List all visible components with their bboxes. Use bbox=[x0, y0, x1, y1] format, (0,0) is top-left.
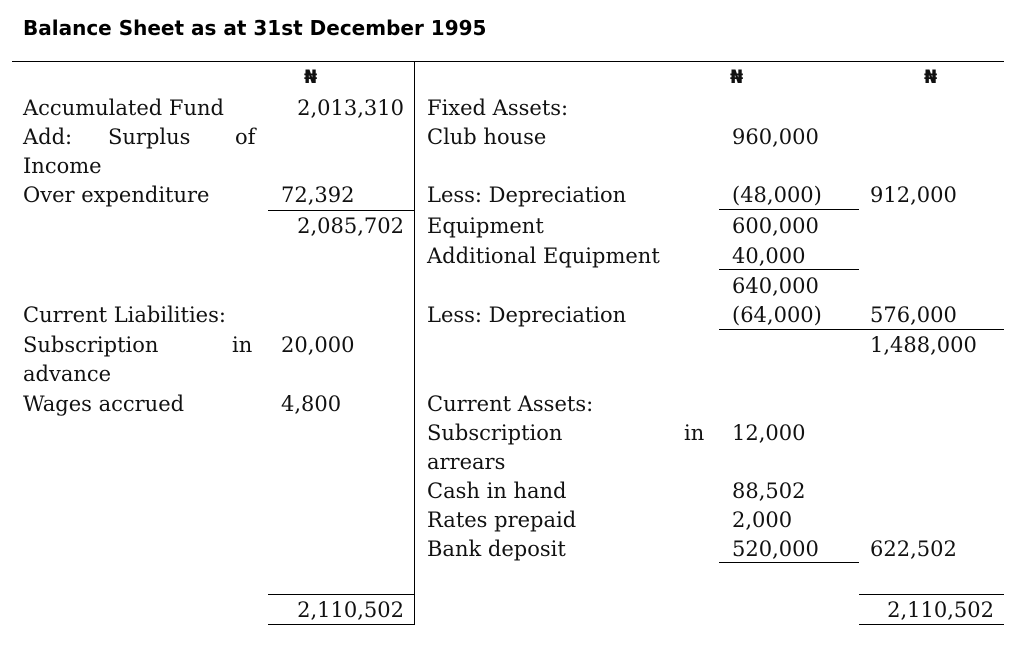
additional-equipment-value: 40,000 bbox=[732, 244, 806, 268]
of-label: of bbox=[235, 125, 256, 149]
wages-accrued-value: 4,800 bbox=[281, 392, 342, 416]
page-title: Balance Sheet as at 31st December 1995 bbox=[23, 16, 487, 40]
accumulated-fund-value: 2,013,310 bbox=[297, 96, 404, 120]
subscription-advance-in: in bbox=[232, 333, 253, 357]
subscription-arrears-label-cont: arrears bbox=[427, 450, 506, 474]
subscription-advance-label-cont: advance bbox=[23, 362, 112, 386]
cash-in-hand-label: Cash in hand bbox=[427, 479, 567, 503]
add-label: Add: bbox=[23, 125, 73, 149]
equipment-value: 600,000 bbox=[732, 214, 819, 238]
bank-deposit-underline bbox=[719, 562, 859, 563]
subscription-advance-value: 20,000 bbox=[281, 333, 355, 357]
current-liabilities-heading: Current Liabilities: bbox=[23, 303, 226, 327]
bank-deposit-label: Bank deposit bbox=[427, 537, 566, 561]
assets-total-currency-header: ₦ bbox=[924, 66, 938, 88]
over-expenditure-label: Over expenditure bbox=[23, 183, 210, 207]
surplus-underline bbox=[268, 210, 414, 211]
subscription-arrears-in: in bbox=[684, 421, 705, 445]
liabilities-subtotal: 2,085,702 bbox=[297, 214, 404, 238]
club-house-depreciation-label: Less: Depreciation bbox=[427, 183, 627, 207]
surplus-value: 72,392 bbox=[281, 183, 355, 207]
additional-equipment-underline bbox=[719, 269, 859, 270]
club-house-net-value: 912,000 bbox=[870, 183, 957, 207]
equipment-net-value: 576,000 bbox=[870, 303, 957, 327]
current-assets-total: 622,502 bbox=[870, 537, 957, 561]
equipment-total-value: 640,000 bbox=[732, 274, 819, 298]
assets-subcolumn-currency-header: ₦ bbox=[730, 66, 744, 88]
surplus-label: Surplus bbox=[108, 125, 191, 149]
club-house-depreciation-value: (48,000) bbox=[732, 183, 822, 207]
cash-in-hand-value: 88,502 bbox=[732, 479, 806, 503]
fixed-assets-total: 1,488,000 bbox=[870, 333, 977, 357]
equipment-depreciation-value: (64,000) bbox=[732, 303, 822, 327]
assets-total-bottom-rule bbox=[859, 624, 1004, 625]
liabilities-currency-header: ₦ bbox=[304, 66, 318, 88]
accumulated-fund-label: Accumulated Fund bbox=[23, 96, 224, 120]
club-house-value: 960,000 bbox=[732, 125, 819, 149]
assets-total-top-rule bbox=[859, 594, 1004, 595]
wages-accrued-label: Wages accrued bbox=[23, 392, 185, 416]
fixed-assets-heading: Fixed Assets: bbox=[427, 96, 569, 120]
fixed-assets-total-rule bbox=[859, 329, 1004, 330]
equipment-label: Equipment bbox=[427, 214, 544, 238]
rates-prepaid-label: Rates prepaid bbox=[427, 508, 577, 532]
liabilities-total: 2,110,502 bbox=[297, 598, 404, 622]
header-rule bbox=[12, 61, 1004, 62]
additional-equipment-label: Additional Equipment bbox=[427, 244, 660, 268]
center-divider bbox=[414, 61, 415, 625]
club-house-label: Club house bbox=[427, 125, 547, 149]
subscription-advance-label: Subscription bbox=[23, 333, 159, 357]
rates-prepaid-value: 2,000 bbox=[732, 508, 793, 532]
bank-deposit-value: 520,000 bbox=[732, 537, 819, 561]
assets-total: 2,110,502 bbox=[887, 598, 994, 622]
current-assets-heading: Current Assets: bbox=[427, 392, 594, 416]
club-house-depreciation-underline bbox=[719, 209, 859, 210]
liabilities-total-bottom-rule bbox=[268, 624, 414, 625]
equipment-depreciation-underline bbox=[719, 329, 859, 330]
liabilities-total-top-rule bbox=[268, 594, 414, 595]
income-label: Income bbox=[23, 154, 102, 178]
subscription-arrears-label: Subscription bbox=[427, 421, 563, 445]
subscription-arrears-value: 12,000 bbox=[732, 421, 806, 445]
equipment-depreciation-label: Less: Depreciation bbox=[427, 303, 627, 327]
